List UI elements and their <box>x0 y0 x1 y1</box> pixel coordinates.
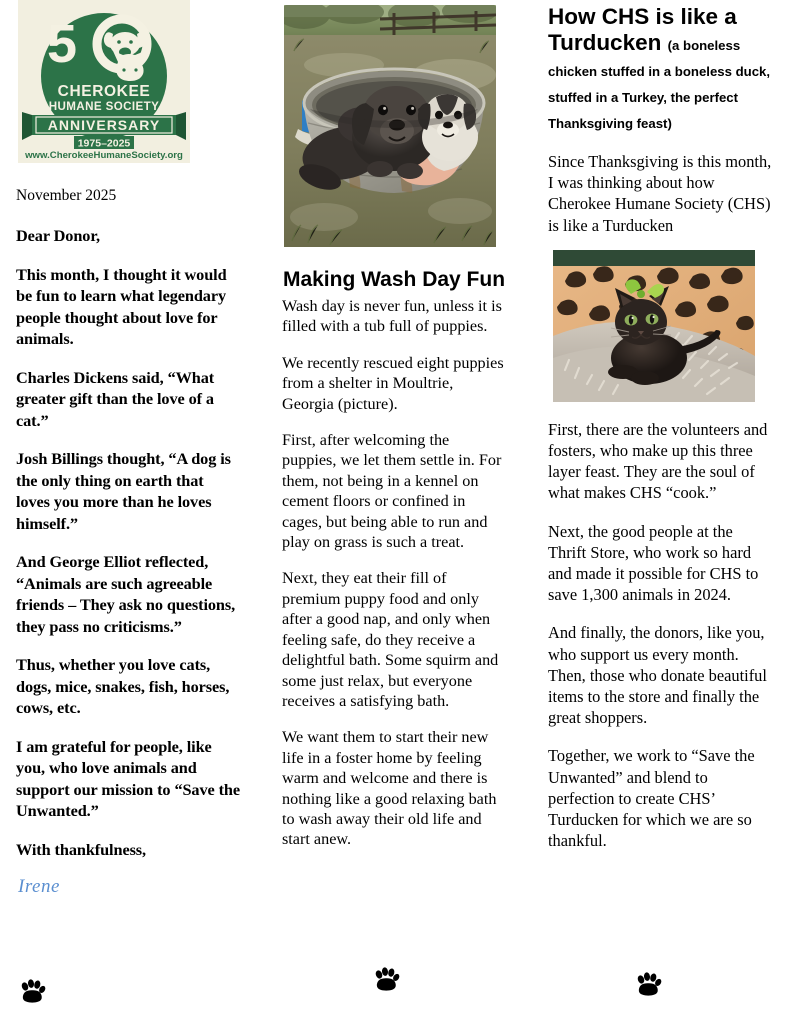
left-closing: With thankfulness, <box>16 839 147 859</box>
chs-anniversary-logo <box>18 0 190 163</box>
middle-column-heading: Making Wash Day Fun <box>282 268 506 291</box>
middle-paragraph-2: We recently rescued eight puppies from a shelter in Moultrie, Georgia (picture). <box>282 353 504 413</box>
paw-print-icon-left <box>18 977 46 1005</box>
logo-numeral-5: 5 <box>46 14 78 74</box>
right-paragraph-5: Together, we work to “Save the Unwanted” and blend to perfection to create CHS’ Turducken for which we are so thankful. <box>548 746 755 851</box>
middle-paragraph-1: Wash day is never fun, unless it is filled with a tub full of puppies. <box>282 297 502 336</box>
right-paragraph-3: Next, the good people at the Thrift Store, who work so hard and made it possible for CHS to save 1,300 animals in 2024. <box>548 521 759 605</box>
black-kitten-photo <box>553 250 755 402</box>
left-paragraph-3: Josh Billings thought, “A dog is the only thing on earth that loves you more than he loves himself.” <box>16 449 231 533</box>
logo-org-line2: HUMANE SOCIETY <box>48 100 160 113</box>
left-paragraph-6: I am grateful for people, like you, who love animals and support our mission to “Save the Unwanted.” <box>16 736 241 820</box>
right-paragraph-1: Since Thanksgiving is this month, I was thinking about how Cherokee Humane Society (CHS) is like a Turducken <box>548 152 772 235</box>
left-paragraph-4: And George Elliot reflected, “Animals are such agreeable friends – They ask no questions, they pass no criticisms.” <box>16 552 236 636</box>
paw-print-icon-middle <box>372 965 400 993</box>
puppies-in-washtub-photo <box>284 5 496 247</box>
puppies-photo-artwork <box>284 5 496 247</box>
right-paragraph-2: First, there are the volunteers and fosters, who make up this three layer feast. They are the soul of what makes CHS “cook.” <box>548 419 768 503</box>
paw-print-icon-right <box>634 970 662 998</box>
paw-print-icon <box>18 977 46 1005</box>
logo-years: 1975–2025 <box>77 137 131 150</box>
middle-paragraph-3: First, after welcoming the puppies, we let them settle in. For them, not being in a kennel on cement floors or confined in cages, but being able to run and play on grass is such a treat. <box>282 431 502 552</box>
signature: Irene <box>18 876 60 897</box>
logo-org-line1: CHEROKEE <box>57 83 151 100</box>
left-paragraph-5: Thus, whether you love cats, dogs, mice, snakes, fish, horses, cows, etc. <box>16 655 230 717</box>
right-column <box>548 0 772 1017</box>
kitten-photo-artwork <box>553 250 755 402</box>
right-column-heading <box>548 4 772 134</box>
middle-paragraph-4: Next, they eat their fill of premium puppy food and only after a good nap, and only when feeling safe, do they receive a delightful bath. Some squirm and some just relax, but everyone receives a satisfying bath. <box>282 569 499 710</box>
paw-print-icon <box>372 965 400 993</box>
left-column <box>16 0 240 1017</box>
logo-website: www.CherokeeHumaneSociety.org <box>25 150 183 161</box>
paw-print-icon <box>634 970 662 998</box>
right-heading-main: How CHS is like a Turducken <box>548 4 737 55</box>
left-paragraph-1: This month, I thought it would be fun to learn what legendary people thought about love for animals. <box>16 264 227 348</box>
middle-column <box>282 0 506 1017</box>
salutation: Dear Donor, <box>16 226 100 245</box>
right-heading-sub: (a boneless chicken stuffed in a boneless duck, stuffed in a Turkey, the perfect Thanksgiving feast) <box>548 38 771 131</box>
middle-paragraph-5: We want them to start their new life in a foster home by feeling warm and welcome and there is nothing like a good relaxing bath to wash away their old life and start anew. <box>282 728 497 849</box>
right-paragraph-4: And finally, the donors, like you, who support us every month. Then, those who donate beautiful items to the store and finally the great shoppers. <box>548 623 767 728</box>
logo-ribbon-text: ANNIVERSARY <box>47 117 161 133</box>
logo-artwork <box>18 0 190 163</box>
newsletter-date: November 2025 <box>16 187 117 204</box>
left-paragraph-2: Charles Dickens said, “What greater gift than the love of a cat.” <box>16 367 215 430</box>
